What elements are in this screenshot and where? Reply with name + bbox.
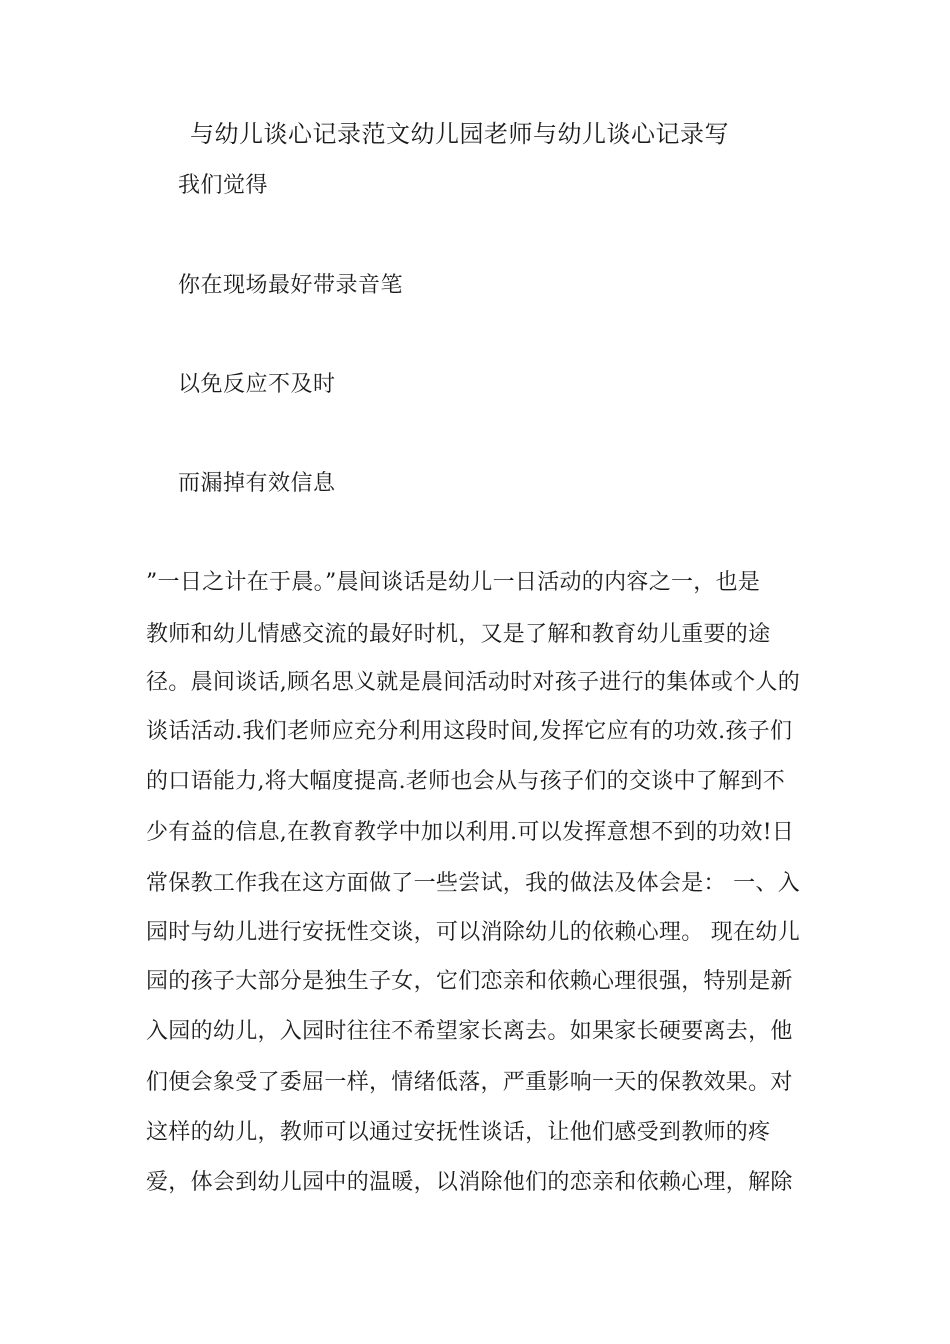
body-line: 少有益的信息,在教育教学中加以利用.可以发挥意想不到的功效!日 xyxy=(146,820,795,845)
intro-line: 以免反应不及时 xyxy=(178,372,336,397)
body-line: 径。晨间谈话,顾名思义就是晨间活动时对孩子进行的集体或个人的 xyxy=(146,670,800,695)
body-line: 教师和幼儿情感交流的最好时机，又是了解和教育幼儿重要的途 xyxy=(146,622,771,647)
intro-line: 而漏掉有效信息 xyxy=(178,471,336,496)
body-line: 入园的幼儿，入园时往往不希望家长离去。如果家长硬要离去，他 xyxy=(146,1019,793,1044)
document-title: 与幼儿谈心记录范文幼儿园老师与幼儿谈心记录写 xyxy=(190,120,729,148)
body-line: 园时与幼儿进行安抚性交谈，可以消除幼儿的依赖心理。 现在幼儿 xyxy=(146,920,800,945)
body-line: ”一日之计在于晨。”晨间谈话是幼儿一日活动的内容之一，也是 xyxy=(146,570,761,595)
body-line: 们便会象受了委屈一样，情绪低落，严重影响一天的保教效果。对 xyxy=(146,1070,793,1095)
body-line: 爱，体会到幼儿园中的温暖，以消除他们的恋亲和依赖心理，解除 xyxy=(146,1170,793,1195)
body-line: 常保教工作我在这方面做了一些尝试，我的做法及体会是： 一、入 xyxy=(146,871,800,896)
body-line: 的口语能力,将大幅度提高.老师也会从与孩子们的交谈中了解到不 xyxy=(146,769,785,794)
intro-line: 你在现场最好带录音笔 xyxy=(178,273,404,298)
body-line: 谈话活动.我们老师应充分利用这段时间,发挥它应有的功效.孩子们 xyxy=(146,719,793,744)
body-line: 园的孩子大部分是独生子女，它们恋亲和依赖心理很强，特别是新 xyxy=(146,969,793,994)
body-line: 这样的幼儿，教师可以通过安抚性谈话，让他们感受到教师的疼 xyxy=(146,1120,771,1145)
intro-line: 我们觉得 xyxy=(178,173,269,198)
